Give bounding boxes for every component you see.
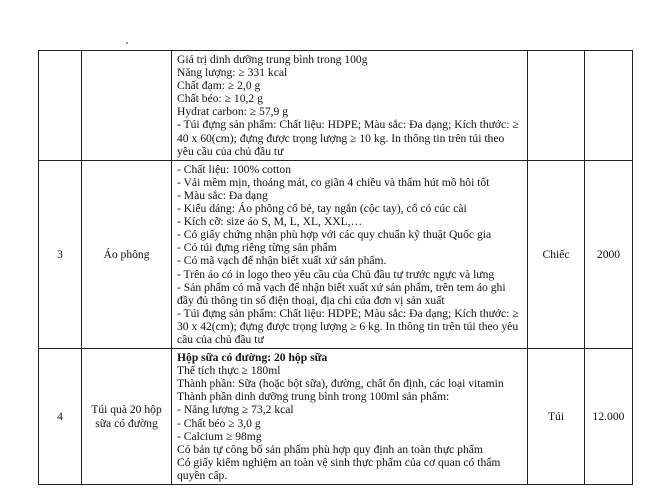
- description-line: Thành phần: Sữa (hoặc bột sữa), đường, chất ổn định, các loại vitamin: [177, 377, 504, 391]
- item-quantity: 2000: [585, 160, 633, 348]
- description-line: Chất đạm: ≥ 2,0 g: [177, 79, 261, 93]
- row-number: 4: [39, 349, 82, 485]
- description-line: - Có túi đựng riêng từng sản phẩm: [177, 241, 337, 255]
- item-unit: Chiếc: [528, 160, 585, 348]
- description-line: - Có giấy chứng nhận phù hợp với các quy chuẩn kỹ thuật Quốc gia: [177, 228, 492, 242]
- description-line: - Túi đựng sản phẩm: Chất liệu: HDPE; Màu sắc: Đa dạng; Kích thước: ≥ 40 x 60(cm); đựng được trọng lượng ≥ 10 kg. In thông tin trên túi theo yêu cầu của chủ đầu tư: [177, 118, 519, 158]
- item-unit: Túi: [528, 349, 585, 485]
- description-line: Giá trị dinh dưỡng trung bình trong 100g: [177, 53, 368, 66]
- description-line: - Calcium ≥ 98mg: [177, 429, 262, 443]
- description-line: Thể tích thực ≥ 180ml: [177, 364, 281, 378]
- description-line: Có giấy kiểm nghiệm an toàn vệ sinh thực phẩm của cơ quan có thẩm quyền cấp.: [177, 455, 501, 482]
- table-row: [39, 51, 633, 161]
- specification-table: [38, 50, 633, 485]
- row-number: [39, 51, 82, 161]
- item-description: [172, 349, 528, 485]
- description-line: - Chất liệu: 100% cotton: [177, 162, 291, 176]
- description-line: - Màu sắc: Đa dạng: [177, 188, 268, 202]
- item-name: [82, 51, 172, 161]
- item-quantity: 12.000: [585, 349, 633, 485]
- description-line: Năng lượng: ≥ 331 kcal: [177, 66, 288, 80]
- speck-mark: [126, 42, 128, 44]
- description-line: - Kiểu dáng: Áo phông cổ bẻ, tay ngắn (cộc tay), cổ có cúc cài: [177, 202, 467, 216]
- row-number: 3: [39, 160, 82, 348]
- description-line: - Kích cỡ: size áo S, M, L, XL, XXL,…: [177, 215, 363, 229]
- description-line: - Sản phẩm có mã vạch để nhận biết xuất xứ sản phẩm, trên tem áo ghi đầy đủ thông tin số điện thoại, địa chỉ của đơn vị sản xuất: [177, 280, 506, 307]
- description-line: - Túi đựng sản phẩm: Chất liệu: HDPE; Màu sắc: Đa dạng; Kích thước: ≥ 30 x 42(cm); đựng được trọng lượng ≥ 6 kg. In thông tin trên túi theo yêu cầu của chủ đầu tư: [177, 306, 519, 346]
- item-name: Túi quà 20 hộp sữa có đường: [82, 349, 172, 485]
- description-line: - Vải mềm mịn, thoáng mát, co giãn 4 chiều và thấm hút mồ hôi tốt: [177, 175, 490, 189]
- description-line: Chất béo: ≥ 10,2 g: [177, 92, 263, 106]
- description-line: - Trên áo có in logo theo yêu cầu của Chủ đầu tư trước ngực và lưng: [177, 267, 495, 281]
- description-line: Hydrat carbon: ≥ 57,9 g: [177, 105, 289, 119]
- item-unit: [528, 51, 585, 161]
- description-line: Có bản tự công bố sản phẩm phù hợp quy định an toàn thực phẩm: [177, 442, 483, 456]
- description-heading: Hộp sữa có đường: 20 hộp sữa: [177, 351, 328, 365]
- description-line: Thành phần dinh dưỡng trung bình trong 100ml sản phẩm:: [177, 390, 450, 404]
- item-description: [172, 51, 528, 161]
- description-line: - Chất béo ≥ 3,0 g: [177, 416, 261, 430]
- item-quantity: [585, 51, 633, 161]
- item-name: Áo phông: [82, 160, 172, 348]
- description-line: - Năng lượng ≥ 73,2 kcal: [177, 403, 294, 417]
- table-row: [39, 160, 633, 348]
- description-line: - Có mã vạch để nhận biết xuất xứ sản phẩm.: [177, 254, 387, 268]
- item-description: [172, 160, 528, 348]
- table-row: [39, 349, 633, 485]
